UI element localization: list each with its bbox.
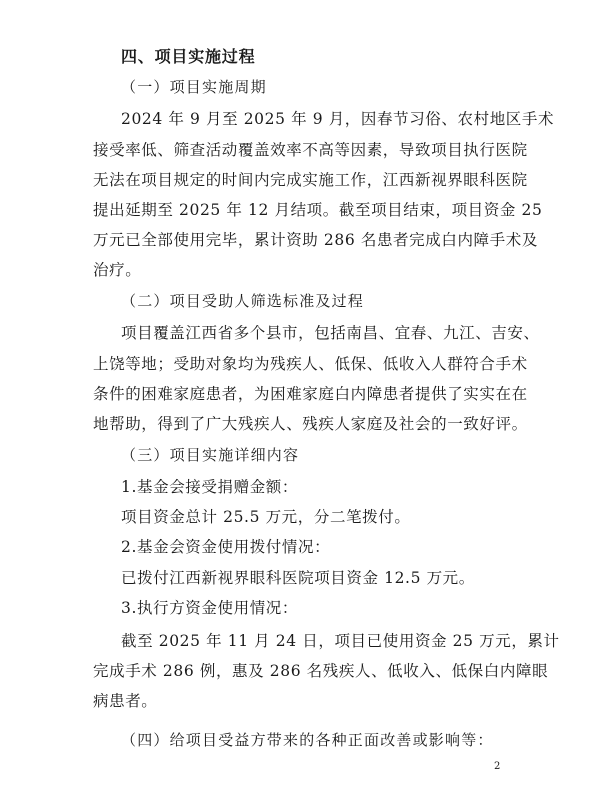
paragraph-line: 接受率低、筛查活动覆盖效率不高等因素，导致项目执行医院 [93,141,528,159]
paragraph-line: 条件的困难家庭患者，为困难家庭白内障患者提供了实实在在 [93,385,528,403]
paragraph-line: 病患者。 [93,692,158,710]
paragraph-line: 地帮助，得到了广大残疾人、残疾人家庭及社会的一致好评。 [93,415,528,433]
subsection-1-heading: （一）项目实施周期 [121,78,267,96]
paragraph-line: 项目覆盖江西省多个县市，包括南昌、宜春、九江、吉安、 [121,324,540,342]
paragraph-line: 提出延期至 2025 年 12 月结项。截至项目结束，项目资金 25 [93,201,543,219]
paragraph-line: 完成手术 286 例，惠及 286 名残疾人、低收入、低保白内障眼 [93,662,549,680]
paragraph-line: 治疗。 [93,261,142,279]
paragraph-line: 上饶等地；受助对象均为残疾人、低保、低收入人群符合手术 [93,355,528,373]
paragraph-line: 万元已全部使用完毕，累计资助 286 名患者完成白内障手术及 [93,231,538,249]
item-2-text: 已拨付江西新视界眼科医院项目资金 12.5 万元。 [121,569,475,587]
paragraph-line: 无法在项目规定的时间内完成实施工作，江西新视界眼科医院 [93,171,528,189]
item-2-title: 2.基金会资金使用拨付情况： [121,538,331,556]
paragraph-line: 2024 年 9 月至 2025 年 9 月，因春节习俗、农村地区手术 [121,110,555,128]
section-heading: 四、项目实施过程 [121,47,256,66]
subsection-2-heading: （二）项目受助人筛选标准及过程 [121,292,365,310]
page-number: 2 [494,761,501,772]
item-1-text: 项目资金总计 25.5 万元，分二笔拨付。 [121,508,411,526]
item-1-title: 1.基金会接受捐赠金额： [121,478,298,496]
subsection-3-heading: （三）项目实施详细内容 [121,446,300,464]
item-3-title: 3.执行方资金使用情况： [121,599,298,617]
subsection-4-heading: （四）给项目受益方带来的各种正面改善或影响等： [121,731,494,749]
paragraph-line: 截至 2025 年 11 月 24 日，项目已使用资金 25 万元，累计 [121,632,560,650]
